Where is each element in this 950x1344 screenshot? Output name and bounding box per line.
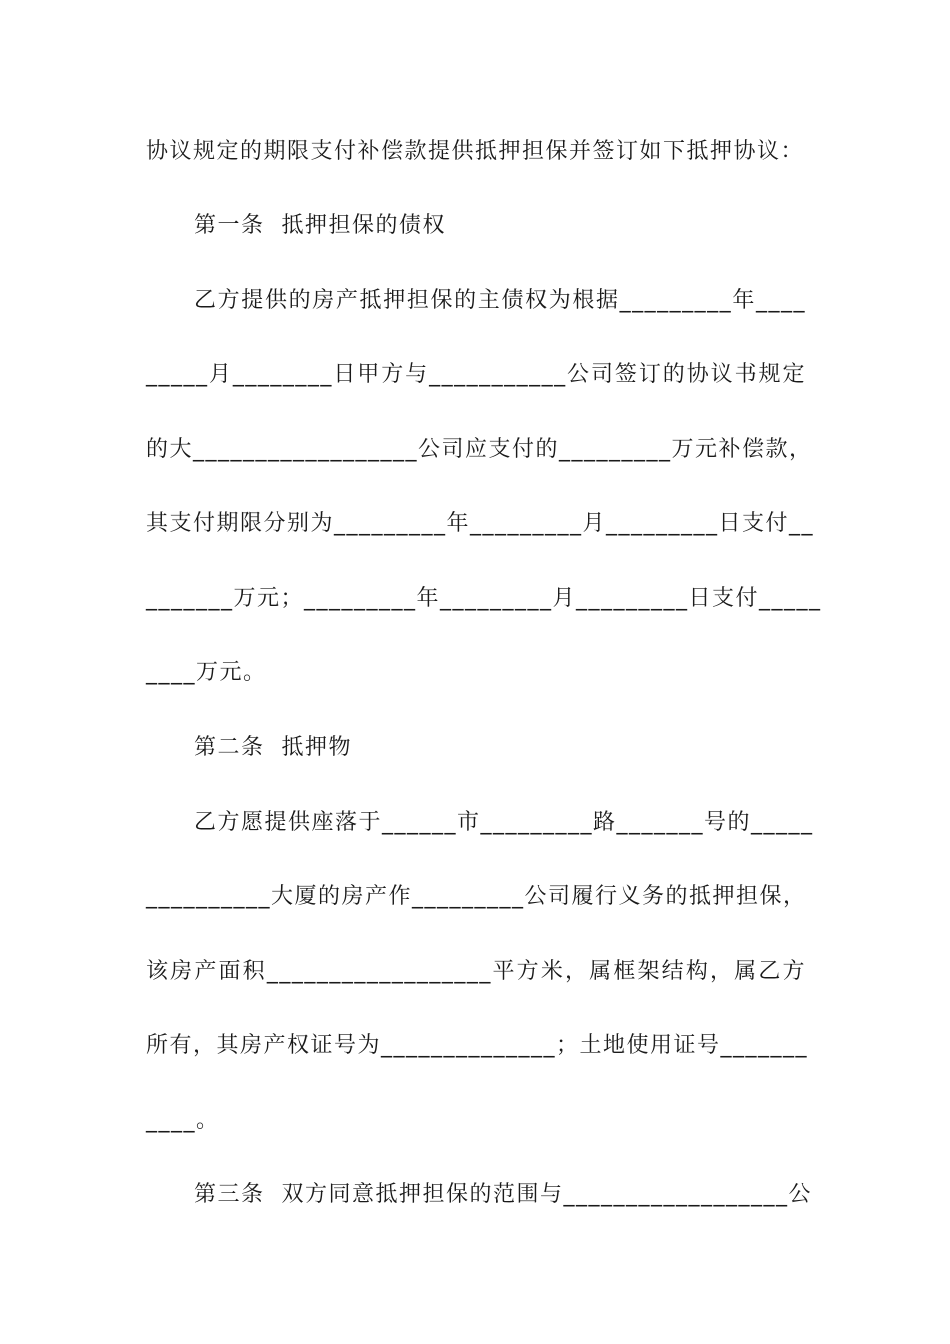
paragraph-line: _____月________日甲方与___________公司签订的协议书规定 (146, 362, 806, 387)
paragraph-line: ____万元。 (146, 660, 267, 685)
paragraph-line: _______万元；_________年_________月_________日支付_____ (146, 586, 822, 611)
paragraph-line: 所有，其房产权证号为______________；土地使用证号_______ (146, 1033, 809, 1058)
paragraph-line: __________大厦的房产作_________公司履行义务的抵押担保， (146, 884, 807, 909)
paragraph-line: 的大__________________公司应支付的_________万元补偿款， (146, 437, 813, 462)
section-heading: 第三条 双方同意抵押担保的范围与__________________公 (194, 1182, 812, 1207)
paragraph-line: 其支付期限分别为_________年_________月_________日支付__ (146, 511, 815, 536)
paragraph-line: 协议规定的期限支付补偿款提供抵押担保并签订如下抵押协议： (146, 139, 805, 164)
paragraph-line: 乙方愿提供座落于______市_________路_______号的_____ (194, 810, 814, 835)
section-heading: 第二条 抵押物 (194, 735, 352, 760)
section-heading: 第一条 抵押担保的债权 (194, 213, 446, 238)
paragraph-line: 该房产面积__________________平方米，属框架结构，属乙方 (146, 959, 806, 984)
paragraph-line: ____。 (146, 1108, 220, 1133)
paragraph-line: 乙方提供的房产抵押担保的主债权为根据_________年____ (194, 288, 806, 313)
